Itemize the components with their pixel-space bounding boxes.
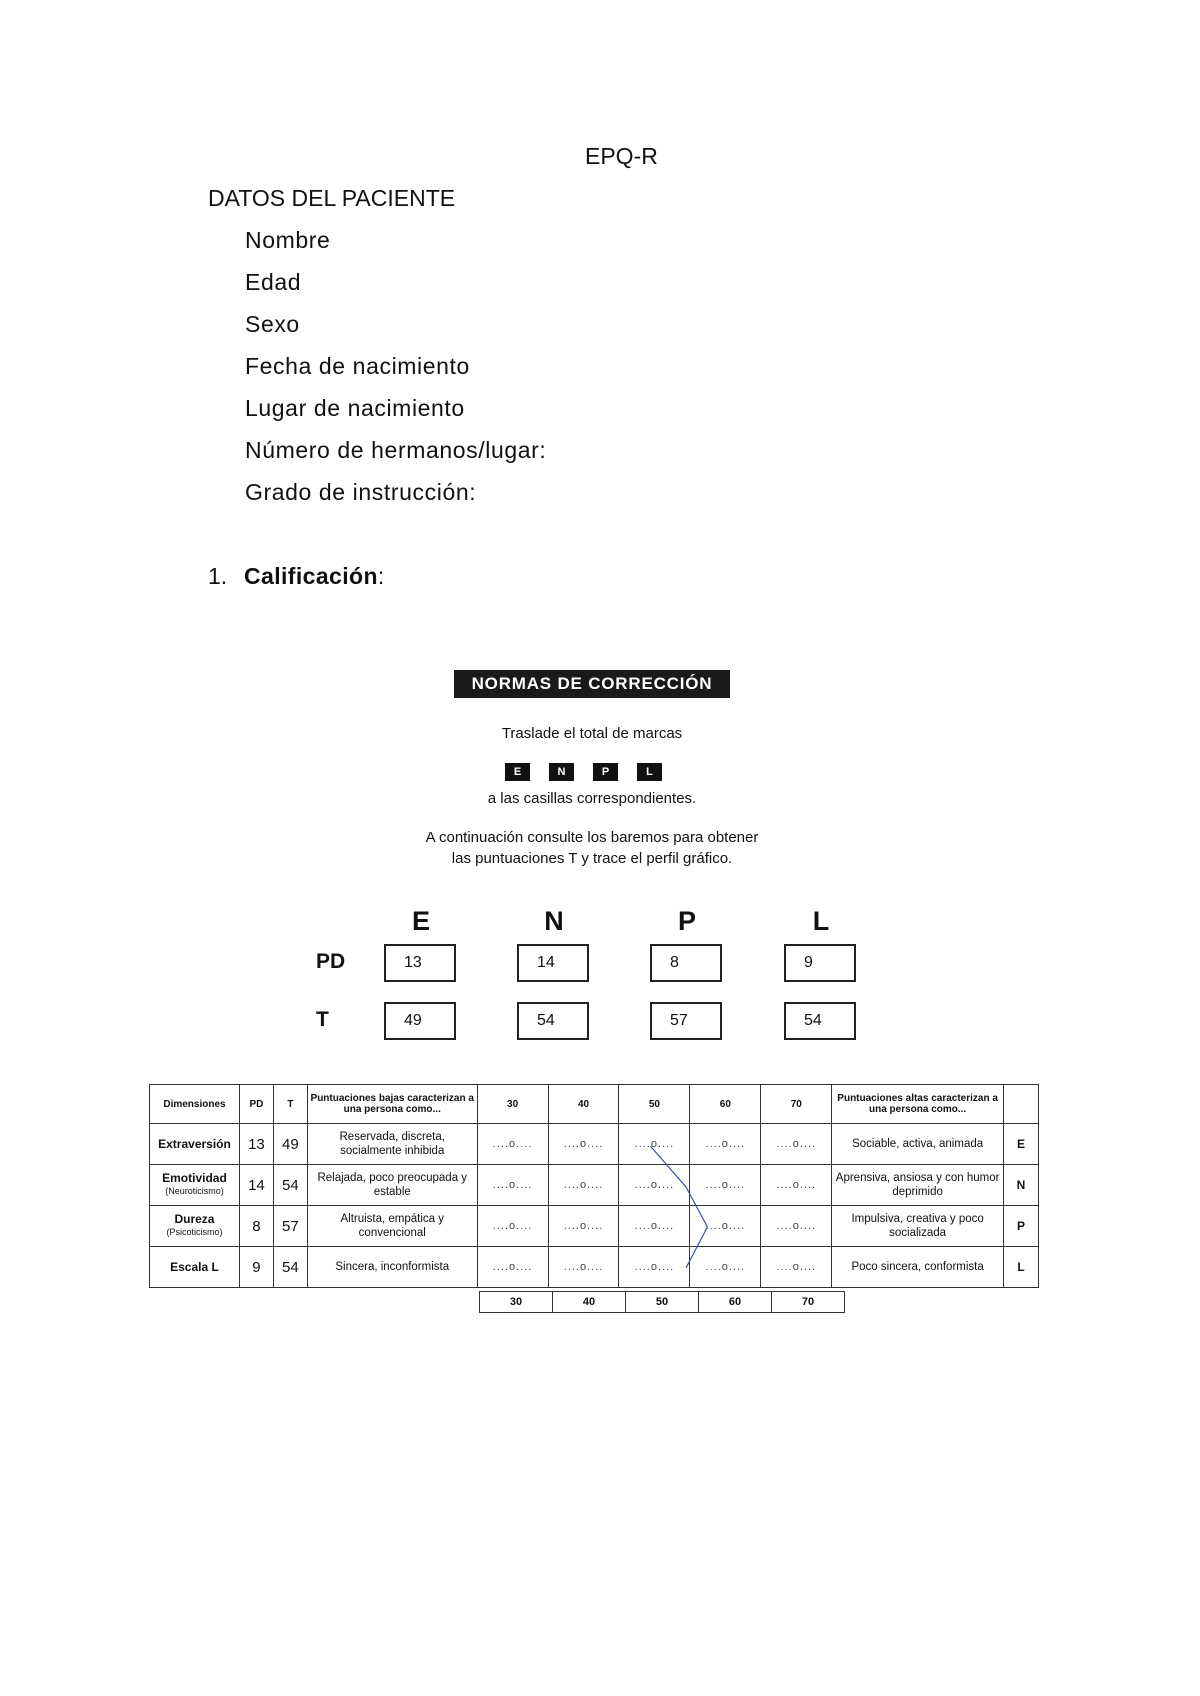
row-abbr: P (1003, 1206, 1038, 1247)
footer-scale-50: 50 (626, 1292, 699, 1313)
dot-cell: ....o.... (619, 1247, 690, 1288)
dot-cell: ....o.... (619, 1124, 690, 1165)
header-scale-60: 60 (690, 1085, 761, 1124)
dot-cell: ....o.... (477, 1206, 548, 1247)
dot-cell: ....o.... (619, 1206, 690, 1247)
dot-cell: ....o.... (690, 1165, 761, 1206)
footer-scale (479, 1291, 845, 1313)
dot-cell: ....o.... (761, 1247, 832, 1288)
row-pd: 13 (239, 1124, 273, 1165)
row-t: 54 (273, 1165, 307, 1206)
field-lugar-nacimiento: Lugar de nacimiento (245, 395, 465, 421)
pd-label: PD (316, 950, 346, 973)
step-number: 1. (208, 563, 228, 589)
header-dim: Dimensiones (150, 1085, 240, 1124)
header-scale-40: 40 (548, 1085, 619, 1124)
header-t: T (273, 1085, 307, 1124)
row-dimension: Extraversión (150, 1124, 240, 1165)
row-dimension: Emotividad (Neuroticismo) (150, 1165, 240, 1206)
t-box-e: 49 (384, 1002, 456, 1040)
header-scale-30: 30 (477, 1085, 548, 1124)
footer-scale-30: 30 (480, 1292, 553, 1313)
dot-cell: ....o.... (477, 1165, 548, 1206)
header-scale-50: 50 (619, 1085, 690, 1124)
dot-cell: ....o.... (690, 1247, 761, 1288)
normas-line-1: Traslade el total de marcas (501, 725, 683, 742)
dot-cell: ....o.... (548, 1165, 619, 1206)
normas-line-4: las puntuaciones T y trace el perfil gráfico. (451, 850, 733, 867)
dot-cell: ....o.... (761, 1206, 832, 1247)
row-t: 49 (273, 1124, 307, 1165)
footer-scale-40: 40 (553, 1292, 626, 1313)
pd-box-n: 14 (517, 944, 589, 982)
row-high: Impulsiva, creativa y poco socializada (832, 1206, 1004, 1247)
row-pd: 9 (239, 1247, 273, 1288)
row-t: 54 (273, 1247, 307, 1288)
letter-e: E (411, 906, 430, 936)
dot-cell: ....o.... (477, 1247, 548, 1288)
pd-box-l: 9 (784, 944, 856, 982)
field-nombre: Nombre (245, 227, 331, 253)
row-dimension: Escala L (150, 1247, 240, 1288)
step-colon: : (377, 563, 385, 589)
footer-scale-60: 60 (699, 1292, 772, 1313)
row-low: Altruista, empática y convencional (307, 1206, 477, 1247)
field-sexo: Sexo (245, 311, 300, 337)
t-box-n: 54 (517, 1002, 589, 1040)
profile-table (149, 1084, 1039, 1288)
row-high: Poco sincera, conformista (832, 1247, 1004, 1288)
field-instruccion: Grado de instrucción: (245, 479, 477, 505)
row-pd: 14 (239, 1165, 273, 1206)
field-hermanos: Número de hermanos/lugar: (245, 437, 547, 463)
step-calificacion (208, 563, 384, 590)
letter-p: P (677, 906, 696, 936)
row-high: Sociable, activa, animada (832, 1124, 1004, 1165)
row-abbr: L (1003, 1247, 1038, 1288)
dot-cell: ....o.... (761, 1124, 832, 1165)
table-row (150, 1206, 1039, 1247)
dot-cell: ....o.... (477, 1124, 548, 1165)
header-scale-70: 70 (761, 1085, 832, 1124)
dot-cell: ....o.... (619, 1165, 690, 1206)
scale-box-n: N (549, 763, 574, 781)
step-label: Calificación (244, 563, 378, 589)
row-dimension: Dureza (Psicoticismo) (150, 1206, 240, 1247)
section-heading: DATOS DEL PACIENTE (208, 185, 456, 211)
table-row (150, 1124, 1039, 1165)
header-pd: PD (239, 1085, 273, 1124)
scale-box-p: P (593, 763, 618, 781)
row-low: Relajada, poco preocupada y estable (307, 1165, 477, 1206)
row-t: 57 (273, 1206, 307, 1247)
t-box-l: 54 (784, 1002, 856, 1040)
scale-box-e: E (505, 763, 530, 781)
table-row (150, 1247, 1039, 1288)
header-abbr (1003, 1085, 1038, 1124)
row-low: Reservada, discreta, socialmente inhibida (307, 1124, 477, 1165)
dot-cell: ....o.... (548, 1247, 619, 1288)
normas-banner: NORMAS DE CORRECCIÓN (454, 670, 730, 698)
table-header-row (150, 1085, 1039, 1124)
footer-scale-70: 70 (772, 1292, 845, 1313)
row-abbr: N (1003, 1165, 1038, 1206)
header-low: Puntuaciones bajas caracterizan a una persona como... (307, 1085, 477, 1124)
page-title: EPQ-R (585, 143, 658, 169)
dot-cell: ....o.... (690, 1206, 761, 1247)
letter-l: L (812, 906, 830, 936)
table-row (150, 1165, 1039, 1206)
pd-box-e: 13 (384, 944, 456, 982)
dot-cell: ....o.... (690, 1124, 761, 1165)
patient-fields (245, 226, 546, 520)
normas-line-2: a las casillas correspondientes. (487, 790, 697, 807)
letter-n: N (544, 906, 564, 936)
t-label: T (316, 1008, 329, 1031)
row-pd: 8 (239, 1206, 273, 1247)
dot-cell: ....o.... (548, 1206, 619, 1247)
row-high: Aprensiva, ansiosa y con humor deprimido (832, 1165, 1004, 1206)
row-abbr: E (1003, 1124, 1038, 1165)
dot-cell: ....o.... (548, 1124, 619, 1165)
field-edad: Edad (245, 269, 302, 295)
row-low: Sincera, inconformista (307, 1247, 477, 1288)
pd-box-p: 8 (650, 944, 722, 982)
t-box-p: 57 (650, 1002, 722, 1040)
dot-cell: ....o.... (761, 1165, 832, 1206)
header-high: Puntuaciones altas caracterizan a una persona como... (832, 1085, 1004, 1124)
scale-box-l: L (637, 763, 662, 781)
normas-line-3: A continuación consulte los baremos para obtener (425, 829, 759, 846)
field-fecha-nacimiento: Fecha de nacimiento (245, 353, 470, 379)
